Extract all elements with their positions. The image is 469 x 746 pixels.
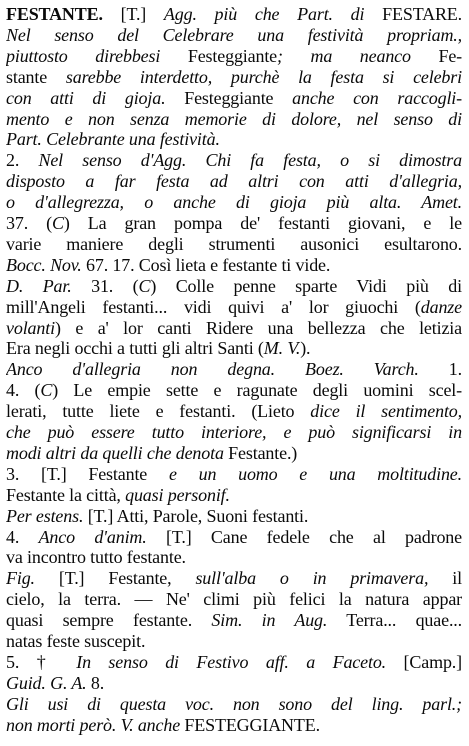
- text-run: C: [51, 213, 64, 233]
- text-run: 67. 17. Così lieta e festante ti vide.: [81, 254, 331, 275]
- entry-text-line: [6, 317, 462, 339]
- entry-text-line: [6, 170, 462, 192]
- text-run: Per estens.: [6, 505, 84, 526]
- text-run: 8.: [86, 672, 105, 693]
- text-run: Festante.): [228, 442, 298, 463]
- text-run: Anco d'anim.: [38, 526, 147, 547]
- text-run: C: [40, 380, 53, 401]
- text-run: Festeggiante: [187, 45, 278, 66]
- text-run: mento e non senza memorie di dolore, nel senso di: [6, 108, 462, 129]
- text-run: sull'alba o in primavera,: [195, 568, 429, 589]
- text-run: danze: [420, 296, 462, 317]
- text-run: con atti di gioja.: [6, 87, 185, 108]
- text-run: FESTEGGIANTE.: [184, 714, 320, 735]
- text-run: 3. [T.] Festante: [6, 463, 169, 484]
- text-run: Sim. in Aug.: [211, 610, 328, 631]
- text-run: non morti però. V. anche: [6, 714, 185, 735]
- text-run: va incontro tutto festante.: [6, 547, 186, 568]
- text-run: Agg. più che Part. di: [163, 4, 383, 24]
- text-run: quasi personif.: [125, 484, 230, 505]
- entry-text-line: [6, 567, 462, 589]
- text-run: Gli usi di questa voc. non sono del ling. parl.;: [6, 693, 462, 714]
- entry-text-line: [6, 337, 462, 359]
- entry-text-line: [6, 358, 462, 380]
- entry-text-line: [6, 651, 462, 673]
- text-run: disposto a far festa ad altri con atti d'allegria,: [6, 171, 462, 192]
- entry-text-line: [6, 526, 462, 548]
- text-run: Guid. G. A.: [6, 672, 87, 693]
- entry-text-line: [6, 296, 462, 318]
- entry-text-line: [6, 191, 462, 213]
- entry-text-line: [6, 254, 462, 276]
- text-run: sarebbe interdetto, purchè la festa si celebri: [65, 66, 462, 87]
- entry-text-line: [6, 108, 462, 130]
- text-run: 5. †: [6, 651, 77, 672]
- entry-text-line: [6, 379, 462, 401]
- text-run: C: [138, 275, 151, 296]
- entry-text-line: [6, 630, 462, 652]
- text-run: Fe-: [438, 45, 462, 66]
- entry-text-line: [6, 442, 462, 464]
- text-run: cielo, la terra. — Ne' climi più felici la natura appar: [6, 589, 462, 610]
- entry-text-line: [6, 128, 462, 150]
- text-run: Anco d'allegria non degna. Boez. Varch.: [6, 359, 419, 380]
- text-run: il: [428, 568, 462, 589]
- entry-text-line: [6, 714, 462, 736]
- text-run: Nel senso d'Agg. Chi fa festa, o si dimostra: [38, 150, 462, 171]
- entry-text-line: [6, 400, 462, 422]
- text-run: [Camp.]: [386, 651, 462, 672]
- entry-text-line: [6, 609, 462, 631]
- text-run: 4.: [6, 526, 39, 547]
- entry-heading-line: [6, 3, 462, 25]
- text-run: che può essere tutto interiore, e può significarsi in: [6, 422, 462, 442]
- entry-text-line: [6, 505, 462, 527]
- text-run: ; ma neanco: [277, 45, 439, 66]
- text-run: Fig.: [6, 568, 35, 589]
- entry-text-line: [6, 212, 462, 234]
- text-run: ).: [300, 338, 311, 359]
- text-run: 4. (: [6, 380, 41, 401]
- text-run: 1.: [418, 359, 462, 380]
- entry-text-line: [6, 484, 462, 506]
- entry-text-line: [6, 45, 462, 67]
- text-run: ) Colle penne sparte Vidi più di: [150, 275, 462, 296]
- text-run: Part. Celebrante una festività.: [6, 129, 220, 150]
- entry-text-line: [6, 421, 462, 443]
- text-run: Nel senso del Celebrare una festività propriam.,: [6, 24, 462, 45]
- text-run: volanti: [6, 317, 55, 338]
- text-run: [T.] Atti, Parole, Suoni festanti.: [83, 505, 309, 526]
- text-run: modi altri da quelli che denota: [6, 442, 229, 463]
- text-run: FESTARE.: [382, 4, 462, 24]
- entry-text-line: [6, 546, 462, 568]
- text-run: e un uomo e una moltitudine.: [168, 463, 462, 484]
- text-run: lerati, tutte liete e festanti. (Lieto: [6, 401, 311, 422]
- text-run: Era negli occhi a tutti gli altri Santi (: [6, 338, 264, 359]
- text-run: Festeggiante: [184, 87, 293, 108]
- entry-text-line: [6, 588, 462, 610]
- text-run: [T.]: [102, 4, 164, 24]
- entry-text-line: [6, 233, 462, 255]
- text-run: 37. (: [6, 213, 52, 233]
- entry-text-line: [6, 693, 462, 715]
- text-run: Bocc. Nov.: [6, 254, 82, 275]
- text-run: quasi sempre festante.: [6, 610, 212, 631]
- text-run: ) Le empie sette e ragunate degli uomini scel-: [52, 380, 462, 401]
- headword: FESTANTE.: [6, 4, 103, 24]
- text-run: M. V.: [263, 338, 301, 359]
- text-run: dice il sentimento,: [310, 401, 462, 422]
- entry-text-line: [6, 149, 462, 171]
- text-run: [T.] Cane fedele che al padrone: [146, 526, 462, 547]
- entry-text-line: [6, 275, 462, 297]
- text-run: mill'Angeli festanti... vidi quivi a' lor giuochi (: [6, 296, 421, 317]
- text-run: stante: [6, 66, 66, 87]
- text-run: D. Par.: [6, 275, 72, 296]
- entry-text-line: [6, 66, 462, 88]
- text-run: 31. (: [71, 275, 139, 296]
- entry-text-line: [6, 24, 462, 46]
- text-run: anche con raccogli-: [292, 87, 462, 108]
- text-run: varie maniere degli strumenti ausonici esultarono.: [6, 233, 462, 254]
- text-run: ) La gran pompa de' festanti giovani, e le: [63, 213, 462, 233]
- text-run: piuttosto direbbesi: [6, 45, 188, 66]
- text-run: o d'allegrezza, o anche di gioja più alta. Amet.: [6, 192, 462, 213]
- text-run: Festante la città,: [6, 484, 126, 505]
- text-run: [T.] Festante,: [34, 568, 196, 589]
- entry-text-line: [6, 463, 462, 485]
- entry-text-line: [6, 672, 462, 694]
- text-run: Terra... quae...: [327, 610, 462, 631]
- text-run: natas feste suscepit.: [6, 631, 146, 651]
- text-run: 2.: [6, 150, 39, 171]
- text-run: In senso di Festivo aff. a Faceto.: [76, 651, 387, 672]
- text-run: ) e a' lor canti Ridere una bellezza che letizia: [54, 317, 462, 338]
- entry-text-line: [6, 87, 462, 109]
